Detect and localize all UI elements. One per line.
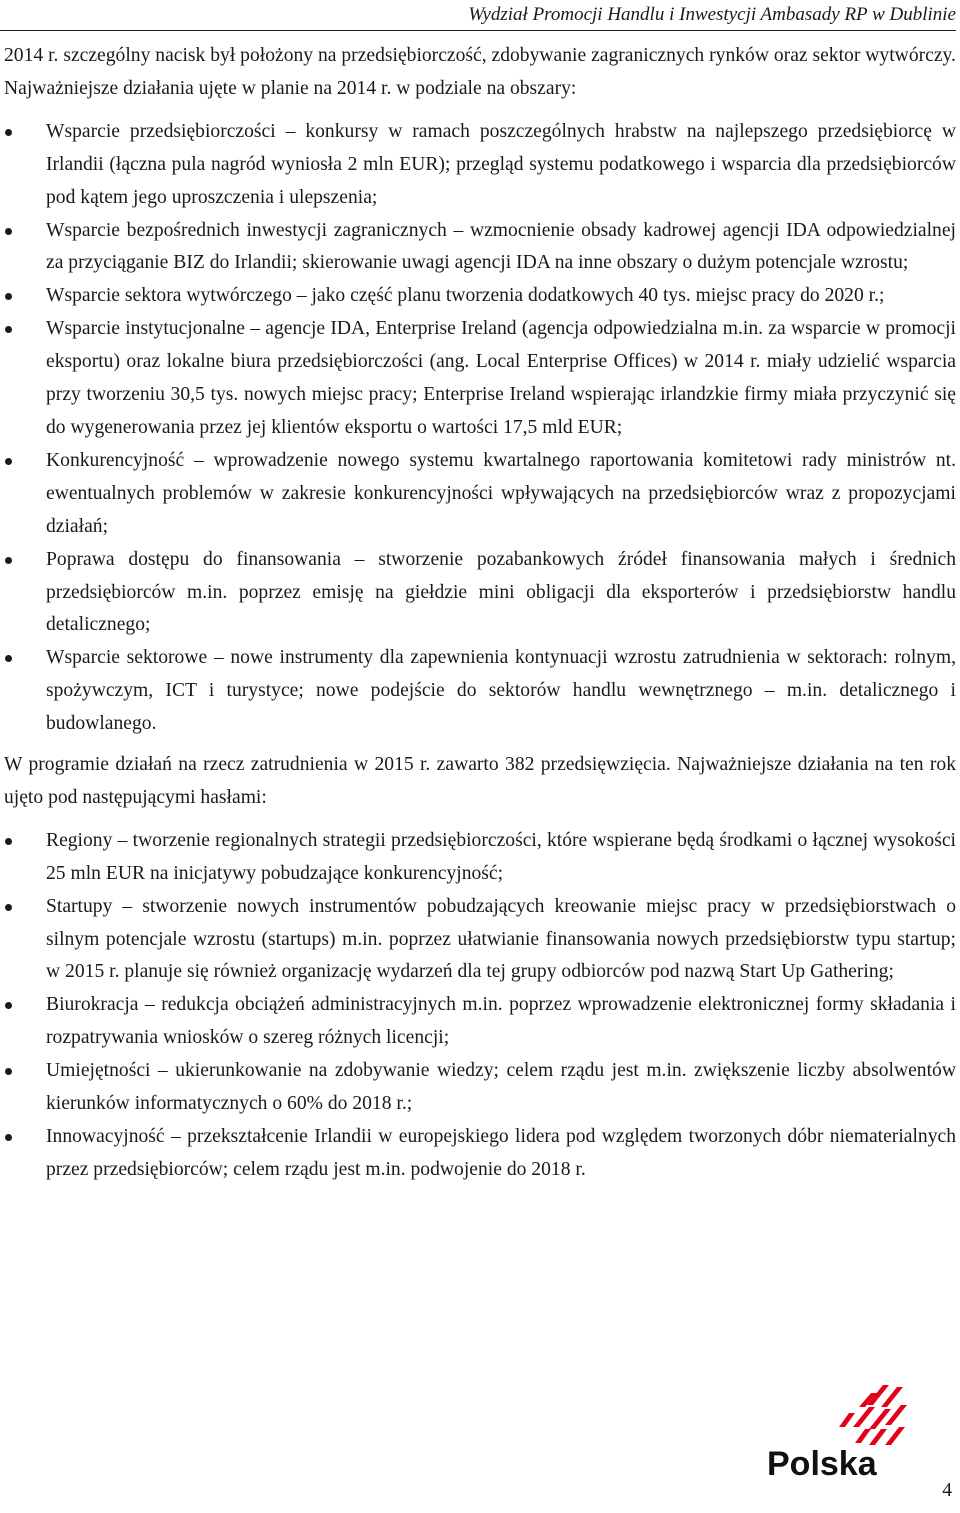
intro-paragraph: 2014 r. szczególny nacisk był położony na przedsiębiorczość, zdobywanie zagranicznych rynków oraz sektor wytwórczy. (4, 45, 956, 66)
list-item: Biurokracja – redukcja obciążeń administracyjnych m.in. poprzez wprowadzenie elektronicznej formy składania i rozpatrywania wniosków o szereg różnych licencji; (4, 989, 956, 1055)
list-item: Startupy – stworzenie nowych instrumentów pobudzających kreowanie miejsc pracy w przedsiębiorstwach o silnym potencjale wzrostu (startups) m.in. poprzez ułatwianie finansowania nowych przedsiębiorstw typu startup; w 2015 r. planuje się również organizację wydarzeń dla tej grupy odbiorców pod nazwą Start Up Gathering; (4, 891, 956, 990)
polska-logo-graphic (765, 1383, 915, 1483)
list-item: Wsparcie przedsiębiorczości – konkursy w ramach poszczególnych hrabstw na najlepszego przedsiębiorcę w Irlandii (łączna pula nagród wyniosła 2 mln EUR); przegląd systemu podatkowego i wsparcia dla przedsiębiorców pod kątem jego uproszczenia i ulepszenia; (4, 116, 956, 215)
list-item: Umiejętności – ukierunkowanie na zdobywanie wiedzy; celem rządu jest m.in. zwiększenie liczby absolwentów kierunków informatycznych o 60% do 2018 r.; (4, 1055, 956, 1121)
list-item: Wsparcie sektorowe – nowe instrumenty dla zapewnienia kontynuacji wzrostu zatrudnienia w sektorach: rolnym, spożywczym, ICT i turystyce; nowe podejście do sektorów handlu wewnętrznego – m.in. detalicznego i budowlanego. (4, 642, 956, 741)
bullet-list-2014 (4, 116, 956, 741)
list-item: Poprawa dostępu do finansowania – stworzenie pozabankowych źródeł finansowania małych i średnich przedsiębiorców m.in. poprzez emisję na giełdzie mini obligacji dla eksporterów i przedsiębiorstw handlu detalicznego; (4, 544, 956, 643)
polska-logo (765, 1383, 915, 1483)
page-header (0, 0, 956, 31)
list-item: Wsparcie sektora wytwórczego – jako część planu tworzenia dodatkowych 40 tys. miejsc pracy do 2020 r.; (4, 280, 956, 313)
list-item: Konkurencyjność – wprowadzenie nowego systemu kwartalnego raportowania komitetowi rady ministrów nt. ewentualnych problemów w zakresie konkurencyjności wpływających na przedsiębiorców wraz z propozycjami działań; (4, 445, 956, 544)
list-item: Innowacyjność – przekształcenie Irlandii w europejskiego lidera pod względem tworzonych dóbr niematerialnych przez przedsiębiorców; celem rządu jest m.in. podwojenie do 2018 r. (4, 1121, 956, 1187)
logo-wordmark: Polska (767, 1445, 877, 1483)
intro-lead: Najważniejsze działania ujęte w planie na 2014 r. w podziale na obszary: (4, 77, 577, 99)
list-item: Regiony – tworzenie regionalnych strategii przedsiębiorczości, które wspierane będą środkami o łącznej wysokości 25 mln EUR na inicjatywy pobudzające konkurencyjność; (4, 825, 956, 891)
list-item: Wsparcie instytucjonalne – agencje IDA, Enterprise Ireland (agencja odpowiedzialna m.in. za wsparcie w promocji eksportu) oraz lokalne biura przedsiębiorczości (ang. Local Enterprise Offices) w 2014 r. miały udzielić wsparcia przy tworzeniu 30,5 tys. nowych miejsc pracy; Enterprise Ireland wspierając irlandzkie firmy miała przyczynić się do wygenerowania przez jej klientów eksportu o wartości 17,5 mld EUR; (4, 313, 956, 445)
bullet-list-2015 (4, 825, 956, 1187)
header-title: Wydział Promocji Handlu i Inwestycji Ambasady RP w Dublinie (468, 4, 956, 25)
programme-paragraph: W programie działań na rzecz zatrudnienia w 2015 r. zawarto 382 przedsięwzięcia. Najważniejsze działania na ten rok ujęto pod następującymi hasłami: (4, 754, 956, 808)
list-item: Wsparcie bezpośrednich inwestycji zagranicznych – wzmocnienie obsady kadrowej agencji IDA odpowiedzialnej za przyciąganie BIZ do Irlandii; skierowanie uwagi agencji IDA na inne obszary o dużym potencjale wzrostu; (4, 215, 956, 281)
logo-ribbon-icon (839, 1385, 907, 1445)
page-number: 4 (942, 1480, 952, 1501)
document-body (4, 40, 956, 1192)
